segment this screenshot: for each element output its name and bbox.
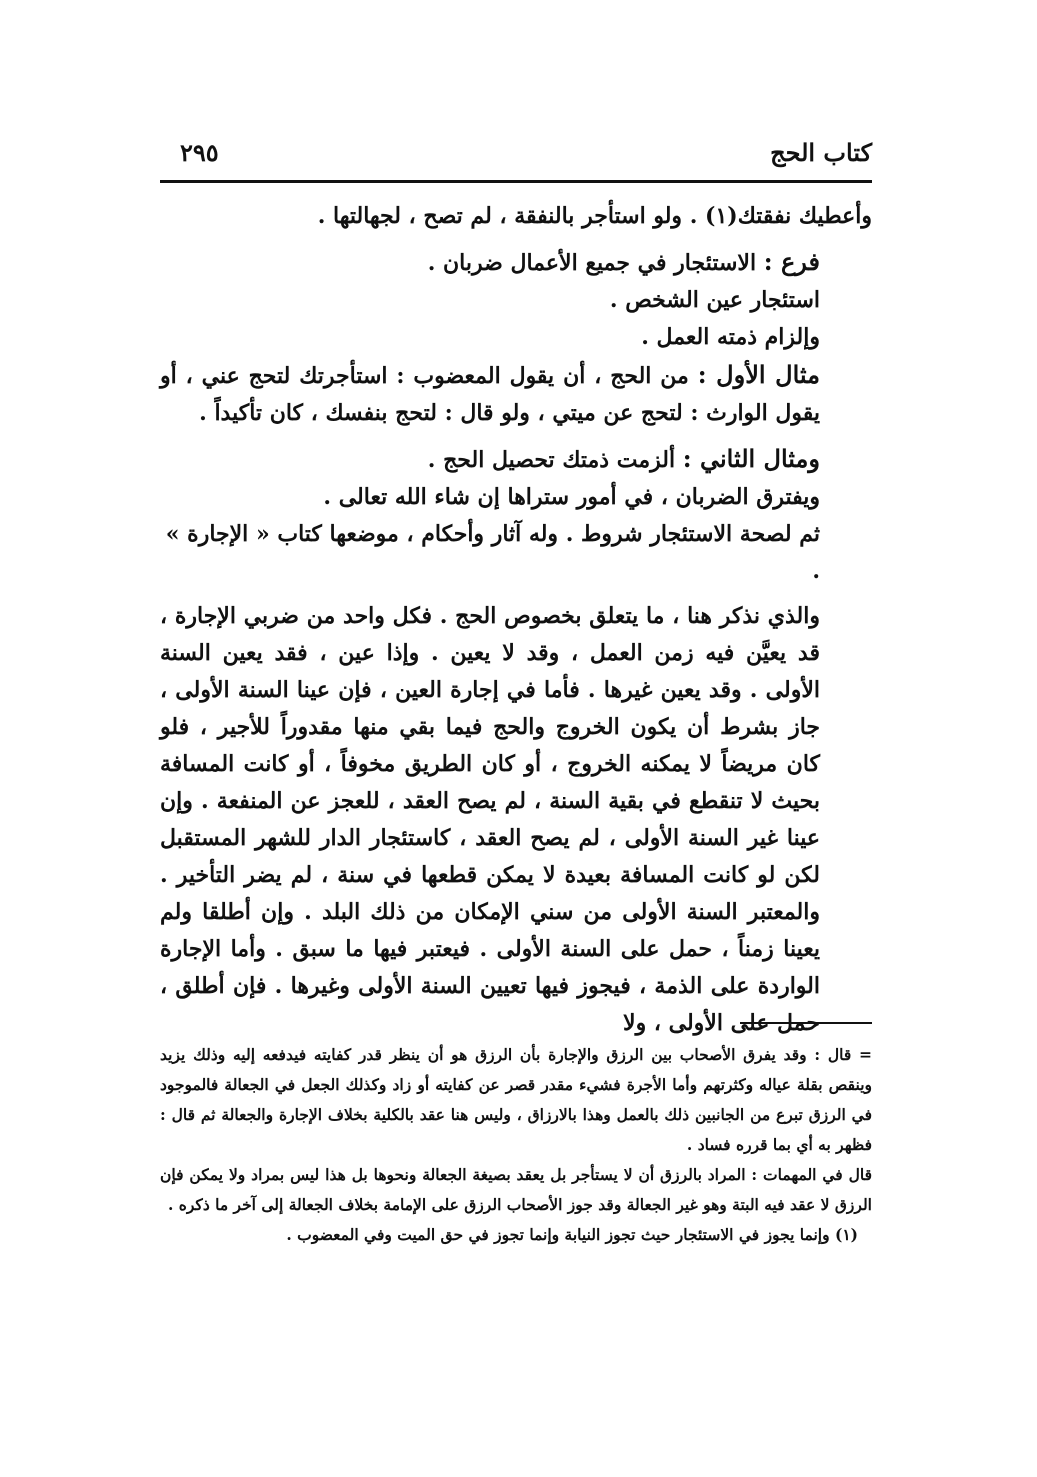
paragraph-difference: ويفترق الضربان ، في أمور ستراها إن شاء الله تعالى . (323, 484, 820, 510)
footnote-continuation-2: قال في المهمات : المراد بالرزق أن لا يستأجر بل يعقد بصيغة الجعالة ونحوها بل هذا ليس بمراد ولا يمكن فإن الرزق لا عقد فيه البتة وهو غير الجعالة وقد جوز الأصحاب الرزق على الإمامة بخلاف الجعالة إلى آخر ما ذكره . (160, 1165, 872, 1214)
example-2-label: ومثال الثاني : (682, 444, 820, 473)
header-rule (160, 180, 872, 183)
paragraph-type-2: وإلزام ذمته العمل . (641, 324, 820, 350)
paragraph-example-2 (160, 440, 872, 479)
paragraph-main: والذي نذكر هنا ، ما يتعلق بخصوص الحج . فكل واحد من ضربي الإجارة ، قد يعيَّن فيه زمن العمل ، وقد لا يعين . وإذا عين ، فقد يعين السنة الأولى . وقد يعين غيرها . فأما في إجارة العين ، فإن عينا السنة الأولى ، جاز بشرط أن يكون الخروج والحج فيما بقي منها مقدوراً للأجير ، فلو كان مريضاً لا يمكنه الخروج ، أو كان الطريق مخوفاً ، أو كانت المسافة بحيث لا تنقطع في بقية السنة ، لم يصح العقد ، للعجز عن المنفعة . وإن عينا غير السنة الأولى ، لم يصح العقد ، كاستئجار الدار للشهر المستقبل لكن لو كانت المسافة بعيدة لا يمكن قطعها في سنة ، لم يضر التأخير . والمعتبر السنة الأولى من سني الإمكان من ذلك البلد . وإن أطلقا ولم يعينا زمناً ، حمل على السنة الأولى . فيعتبر فيها ما سبق . وأما الإجارة الواردة على الذمة ، فيجوز فيها تعيين السنة الأولى وغيرها . فإن أطلق ، حمل على الأولى ، ولا (160, 603, 820, 1036)
example-1-text: من الحج ، أن يقول المعضوب : استأجرتك لتحج عني ، أو يقول الوارث : لتحج عن ميتي ، ولو قال : لتحج بنفسك ، كان تأكيداً . (160, 363, 820, 426)
paragraph-far (160, 243, 872, 282)
page-number: ٢٩٥ (180, 138, 219, 167)
footnotes (160, 1040, 872, 1250)
footnote-1: (١) وإنما يجوز في الاستئجار حيث تجوز النيابة وإنما تجوز في حق الميت وفي المعضوب . (286, 1225, 858, 1244)
page-header (160, 138, 872, 178)
paragraph-conditions: ثم لصحة الاستئجار شروط . وله آثار وأحكام ، موضعها كتاب « الإجارة » . (165, 521, 820, 584)
footnote-continuation-1: = قال : وقد يفرق الأصحاب بين الرزق والإجارة بأن الرزق هو أن ينظر قدر كفايته فيدفعه إليه وذلك يزيد وينقص بقلة عياله وكثرتهم وأما الأجرة فشيء مقدر قصر عن كفايته أو زاد وكذلك الجعل في الجعالة فالموجود في الرزق تبرع من الجانبين ذلك بالعمل وهذا بالارزاق ، وليس هنا عقد بالكلية بخلاف الإجارة والجعالة ثم قال : فظهر به أي بما قرره فساد . (160, 1045, 872, 1154)
main-text (160, 198, 872, 1042)
paragraph-continuation: وأعطيك نفقتك(١) . ولو استأجر بالنفقة ، لم تصح ، لجهالتها . (317, 203, 872, 229)
paragraph-example-1 (160, 356, 872, 432)
chapter-title: كتاب الحج (770, 138, 872, 167)
footnote-rule (740, 1022, 872, 1024)
far-text: الاستئجار في جميع الأعمال ضربان . (427, 250, 757, 276)
example-2-text: ألزمت ذمتك تحصيل الحج . (427, 447, 676, 473)
far-label: فرع : (763, 247, 820, 276)
example-1-label: مثال الأول : (697, 360, 820, 389)
paragraph-type-1: استئجار عين الشخص . (609, 287, 820, 313)
